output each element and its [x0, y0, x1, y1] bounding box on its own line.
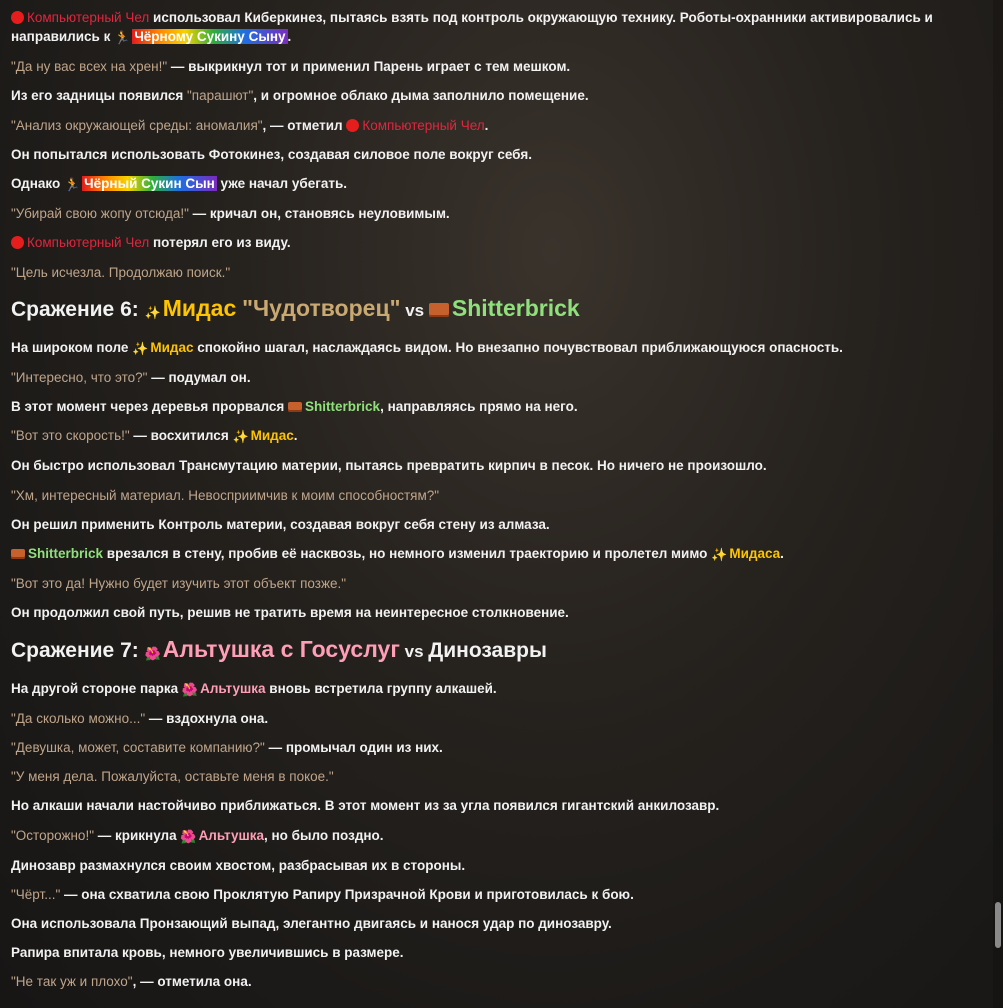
character-black-son: Чёрный Сукин Сын: [84, 175, 215, 191]
log-line: [11, 392, 986, 421]
brick-icon: [288, 402, 302, 412]
log-text: , — отметил: [262, 117, 347, 133]
log-line: [11, 704, 986, 733]
log-text: — выкрикнул тот и применил Парень играет с тем мешком.: [167, 59, 571, 75]
log-text: — вздохнула она.: [145, 710, 269, 726]
log-line: Он быстро использовал Трансмутацию материи, пытаясь превратить кирпич в песок. Но ничего не произошло.: [11, 458, 767, 474]
log-line: [11, 762, 986, 791]
sparkles-icon: ✨: [132, 340, 149, 356]
sparkles-icon: ✨: [711, 547, 728, 562]
brick-icon: [429, 303, 449, 317]
log-text: потерял его из виду.: [149, 235, 291, 251]
log-line: [11, 333, 986, 363]
sparkles-icon: ✨: [232, 429, 249, 445]
quote-text: "Не так уж и плохо": [11, 974, 133, 990]
character-computer-guy: Компьютерный Чел: [362, 117, 485, 133]
quote-text: "Вот это да! Нужно будет изучить этот объект позже.": [11, 576, 347, 592]
log-line: Рапира впитала кровь, немного увеличившись в размере.: [11, 945, 404, 961]
log-text: , направляясь прямо на него.: [380, 399, 578, 415]
log-line: [11, 481, 986, 510]
log-line: Динозавр размахнулся своим хвостом, разбрасывая их в стороны.: [11, 857, 466, 873]
log-line: [11, 539, 986, 569]
log-line: [11, 228, 986, 257]
log-text: , и огромное облако дыма заполнило помещение.: [253, 88, 589, 104]
quote-text: "Анализ окружающей среды: аномалия": [11, 117, 263, 133]
log-text: использовал Киберкинез, пытаясь взять под контроль окружающую технику. Роботы-охранники активировались и направились к: [11, 10, 933, 44]
vs-label: vs: [400, 300, 429, 320]
character-title: "Чудотворец": [242, 294, 401, 321]
log-line: Он продолжил свой путь, решив не тратить время на неинтересное столкновение.: [11, 605, 569, 621]
log-text: — промычал один из них.: [264, 739, 443, 755]
red-circle-icon: [11, 11, 24, 24]
red-circle-icon: [11, 236, 24, 249]
quote-text: "Цель исчезла. Продолжаю поиск.": [11, 264, 231, 280]
log-text: На широком поле: [11, 339, 133, 355]
character-shitterbrick: Shitterbrick: [28, 546, 104, 561]
quote-text: "Чёрт...": [11, 886, 61, 902]
running-figure-icon: 🏃: [114, 30, 131, 45]
log-line: [11, 169, 986, 199]
log-text: , но было поздно.: [263, 827, 384, 843]
quote-text: "Интересно, что это?": [11, 369, 148, 385]
log-line: [11, 111, 986, 140]
character-dinosaurs: Динозавры: [428, 638, 547, 662]
log-text: — она схватила свою Проклятую Рапиру Призрачной Крови и приготовилась к бою.: [60, 886, 634, 902]
log-text: Однако: [11, 175, 64, 191]
log-line: [11, 967, 986, 996]
log-line: [11, 258, 986, 287]
log-line: [11, 821, 986, 851]
log-text: — подумал он.: [147, 369, 251, 385]
log-line: [11, 421, 986, 451]
log-line: [11, 81, 986, 110]
quote-text: "Вот это скорость!": [11, 428, 130, 444]
character-midas: Мидас: [162, 294, 237, 321]
character-black-son: Чёрному Сукину Сыну: [134, 29, 286, 44]
log-text: — восхитился: [129, 428, 233, 444]
log-text: вновь встретила группу алкашей.: [265, 680, 497, 696]
quote-text: "Да ну вас всех на хрен!": [11, 59, 168, 75]
log-text: На другой стороне парка: [11, 680, 182, 696]
scrollbar-thumb[interactable]: [995, 902, 1001, 948]
log-line: [11, 363, 986, 392]
sparkles-icon: ✨: [144, 304, 161, 320]
log-text: уже начал убегать.: [216, 175, 348, 191]
log-line: [11, 569, 986, 598]
log-text: В этот момент через деревья прорвался: [11, 399, 289, 415]
quote-text: "Девушка, может, составите компанию?": [11, 739, 265, 755]
log-text: Из его задницы появился: [11, 88, 187, 104]
log-line: Она использовала Пронзающий выпад, элегантно двигаясь и нанося удар по динозавру.: [11, 916, 612, 932]
hibiscus-icon: 🌺: [181, 681, 199, 697]
log-line: Он попытался использовать Фотокинез, создавая силовое поле вокруг себя.: [11, 146, 532, 162]
log-text: .: [780, 546, 784, 561]
log-line: [11, 733, 986, 762]
quote-text: "парашют": [187, 88, 254, 104]
character-altushka: Альтушка с Госуслуг: [162, 635, 400, 662]
battle-number: Сражение 6:: [11, 297, 145, 321]
log-text: .: [293, 428, 298, 444]
character-altushka: Альтушка: [198, 827, 264, 843]
log-text: — кричал он, становясь неуловимым.: [188, 206, 450, 222]
scrollbar[interactable]: [993, 0, 1003, 1008]
log-text: — крикнула: [93, 827, 181, 843]
character-altushka: Альтушка: [200, 680, 266, 696]
battle-heading: [11, 287, 986, 333]
log-line: Но алкаши начали настойчиво приближаться. В этот момент из за угла появился гигантский анкилозавр.: [11, 798, 720, 814]
log-text: .: [287, 29, 292, 44]
log-text: спокойно шагал, наслаждаясь видом. Но внезапно почувствовал приближающуюся опасность.: [193, 339, 843, 355]
log-line: [11, 52, 986, 81]
character-midas: Мидаса: [729, 546, 781, 561]
log-line: [11, 0, 986, 52]
log-line: [11, 674, 986, 704]
red-circle-icon: [346, 119, 359, 132]
brick-icon: [11, 549, 25, 559]
chat-log: [11, 0, 986, 997]
log-text: .: [484, 117, 489, 133]
quote-text: "Убирай свою жопу отсюда!": [11, 206, 189, 222]
log-text: врезался в стену, пробив её насквозь, но немного изменил траекторию и пролетел мимо: [103, 546, 712, 561]
hibiscus-icon: 🌺: [144, 645, 161, 661]
battle-heading: [11, 628, 986, 674]
vs-label: vs: [399, 641, 429, 661]
log-text: , — отметила она.: [132, 974, 252, 990]
character-shitterbrick: Shitterbrick: [451, 294, 580, 321]
log-line: [11, 199, 986, 228]
quote-text: "Осторожно!": [11, 827, 94, 843]
log-line: [11, 880, 986, 909]
hibiscus-icon: 🌺: [180, 828, 197, 844]
character-midas: Мидас: [150, 339, 194, 355]
quote-text: "Хм, интересный материал. Невосприимчив к моим способностям?": [11, 487, 440, 503]
character-shitterbrick: Shitterbrick: [305, 399, 381, 415]
character-computer-guy: Компьютерный Чел: [27, 10, 150, 25]
battle-number: Сражение 7:: [11, 638, 145, 662]
log-line: Он решил применить Контроль материи, создавая вокруг себя стену из алмаза.: [11, 516, 550, 532]
character-computer-guy: Компьютерный Чел: [27, 235, 150, 251]
quote-text: "У меня дела. Пожалуйста, оставьте меня в покое.": [11, 769, 334, 785]
quote-text: "Да сколько можно...": [11, 710, 146, 726]
character-midas: Мидас: [250, 428, 294, 444]
running-figure-icon: 🏃: [63, 176, 81, 192]
